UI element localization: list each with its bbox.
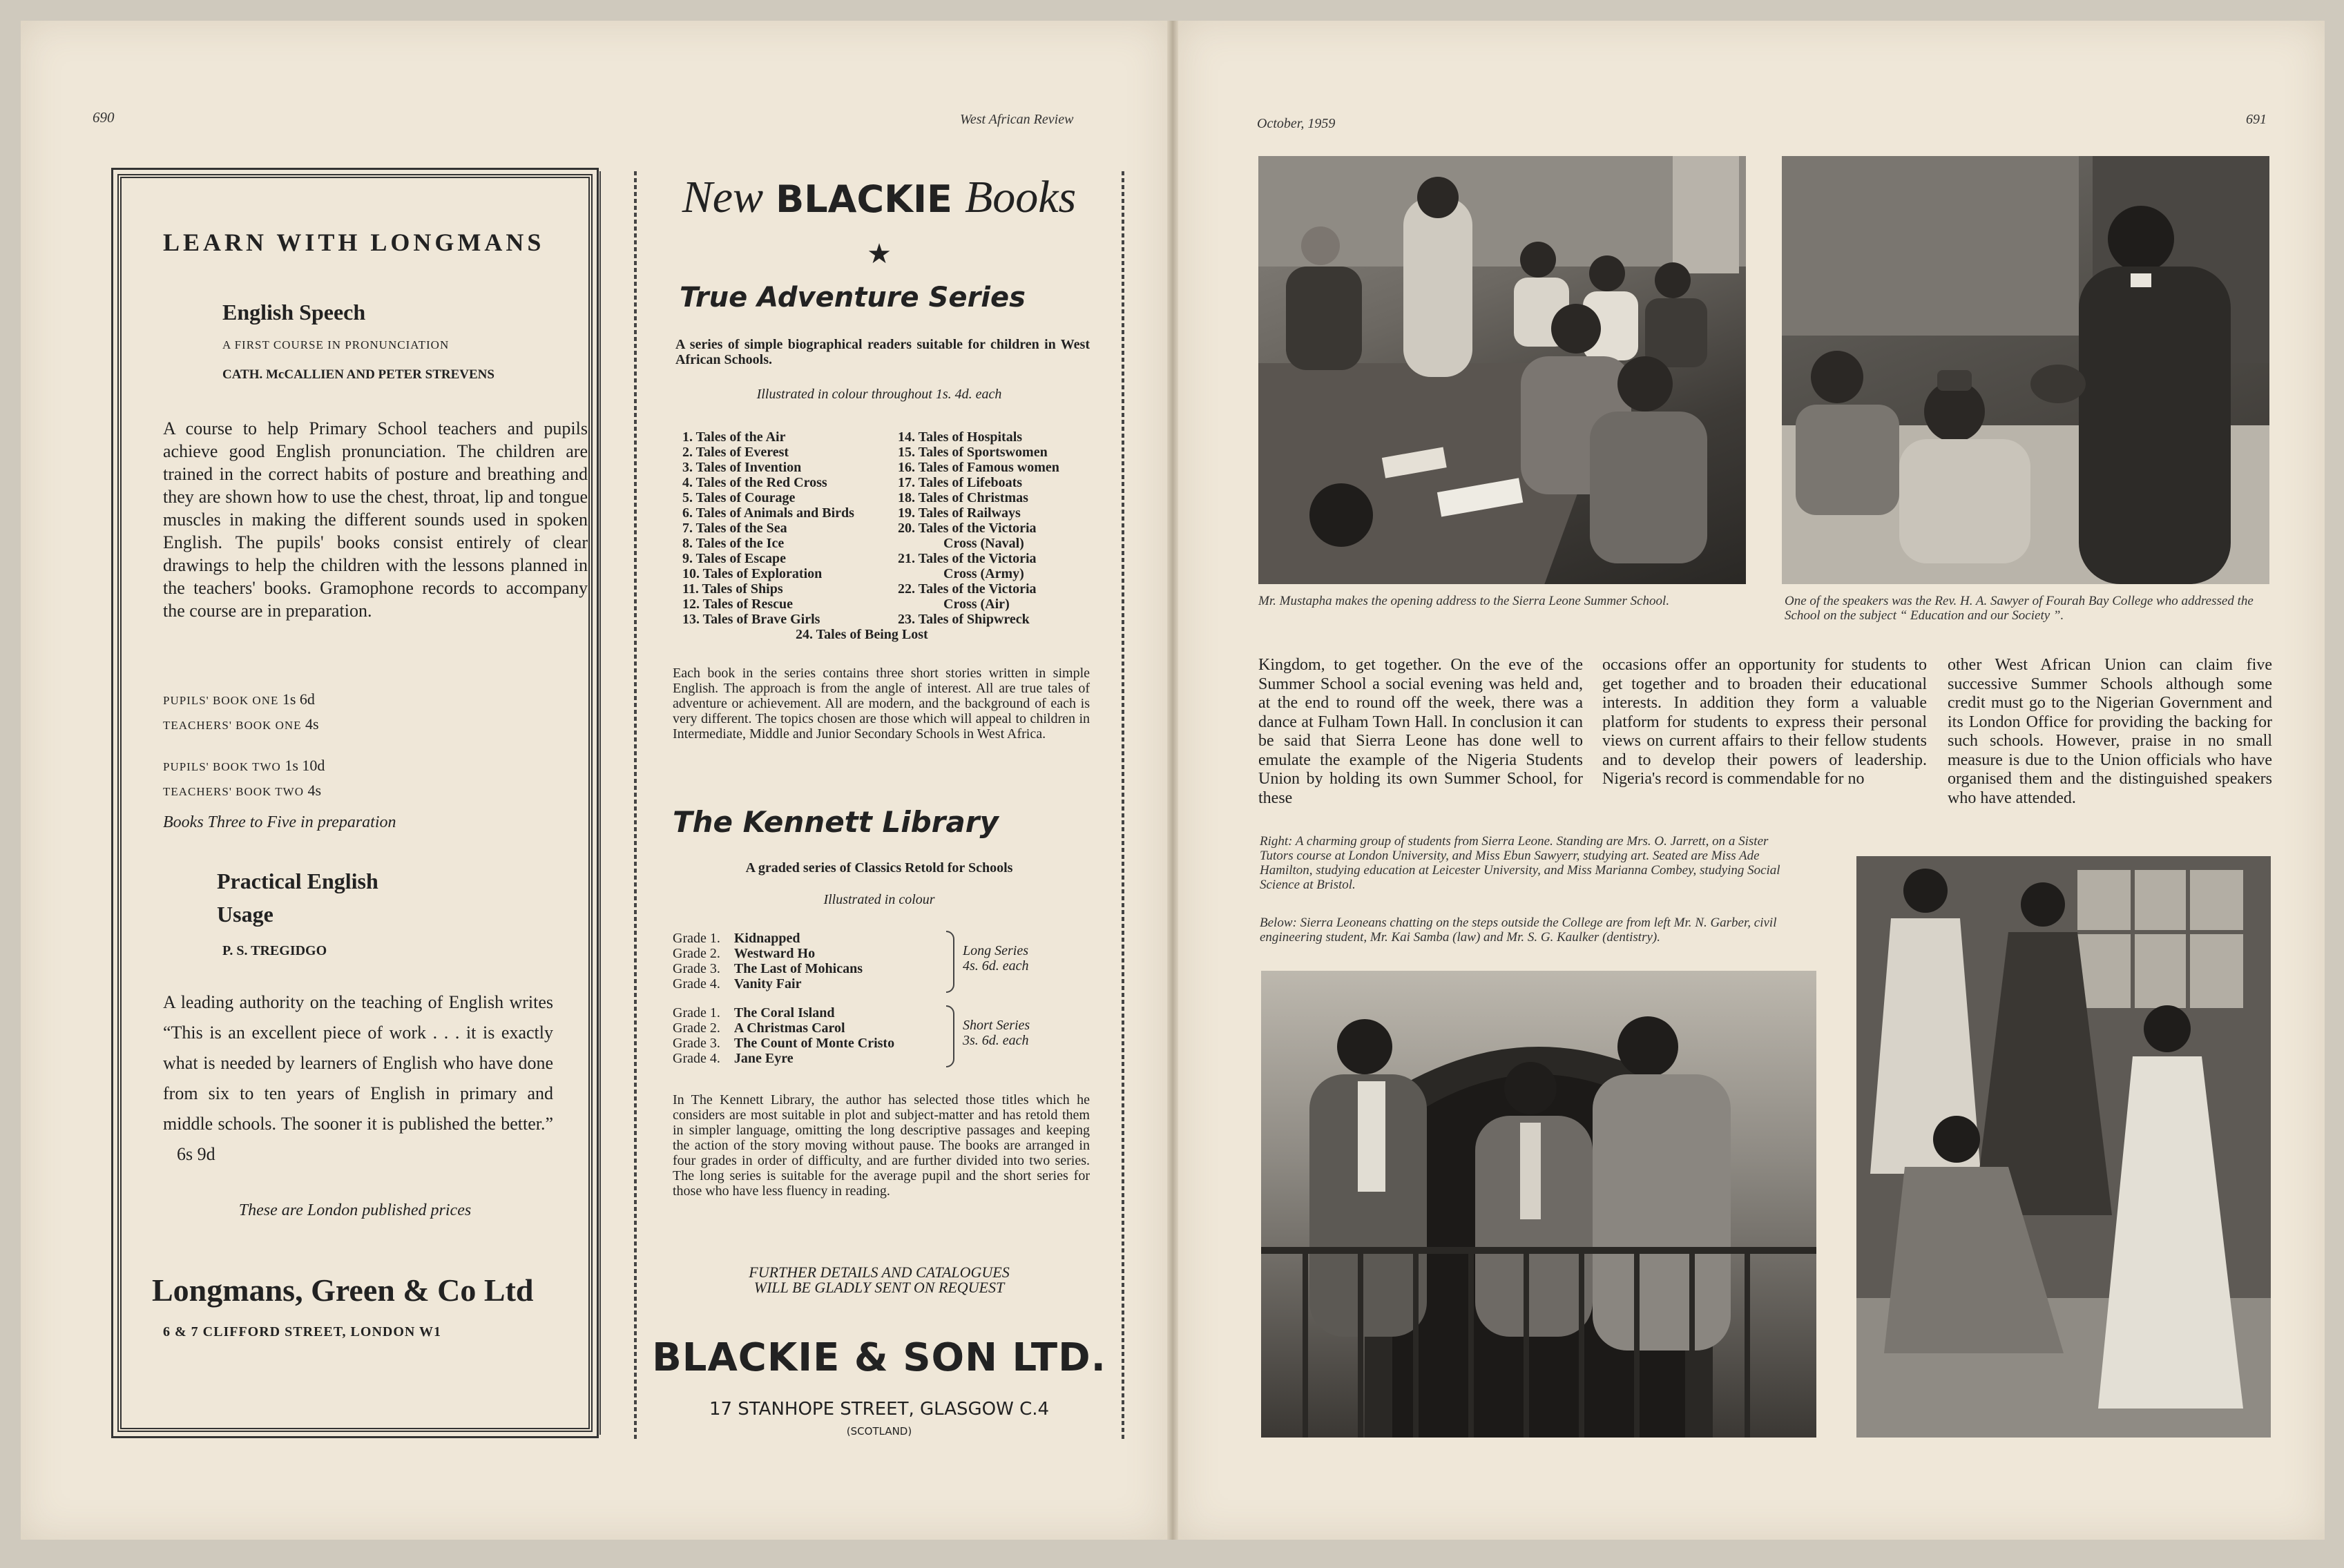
practical-english-description: A leading authority on the teaching of English writes “This is an excellent piece of work . . . it is exactly what is needed by learners of English who have done from six to ten years of English in primary and middle schools. The sooner it is published the better.” 6s 9d <box>163 992 553 1164</box>
price-row: PUPILS' BOOK TWO 1s 10d <box>163 757 325 774</box>
list-item: 3. Tales of Invention <box>682 460 802 475</box>
photo-students-steps <box>1261 971 1816 1438</box>
list-item: Cross (Army) <box>943 566 1024 581</box>
list-item: 23. Tales of Shipwreck <box>898 612 1030 627</box>
list-item: Cross (Air) <box>943 597 1010 612</box>
longmans-address: 6 & 7 CLIFFORD STREET, LONDON W1 <box>163 1324 441 1339</box>
tales-last-item: 24. Tales of Being Lost <box>796 627 928 642</box>
dotted-border-right <box>1122 171 1124 1439</box>
kennett-paragraph: In The Kennett Library, the author has selected those titles which he considers are most suitable in plot and subject-matter and has retold them in simpler language, omitting the long descriptive passages and keeping the action of the story moving without pause. The books are arranged in four grades in order of difficulty, and are further divided into two series. The long series is suitable for the average pupil and the short series for those who have less fluency in reading. <box>673 1092 1090 1199</box>
longmans-advertisement <box>117 174 593 1432</box>
list-item: 8. Tales of the Ice <box>682 536 785 551</box>
list-item: 6. Tales of Animals and Birds <box>682 505 854 521</box>
book-title-practical-english-2: Usage <box>217 902 273 927</box>
price-row: TEACHERS' BOOK TWO 4s <box>163 782 322 799</box>
running-head: West African Review <box>960 112 1074 127</box>
short-series-list <box>673 1005 894 1066</box>
blackie-publisher: BLACKIE & SON LTD. <box>652 1335 1106 1380</box>
list-item: 5. Tales of Courage <box>682 490 796 505</box>
speaker-scene-illustration <box>1782 156 2269 584</box>
article-column-3: other West African Union can claim five successive Summer Schools although some credit must go to the Nigerian Government and its London Office for providing the backing for such schools. However, praise in no small measure is due to the Union officials who have organised them and the distinguished speakers who have attended. <box>1948 656 2272 807</box>
tales-list-left <box>682 429 854 627</box>
book2-author: P. S. TREGIDGO <box>222 943 327 958</box>
tales-list-right <box>898 429 1059 627</box>
photo-speaker <box>1782 156 2269 584</box>
english-speech-description: A course to help Primary School teachers and pupils achieve good English pronunciation. The children are trained in the correct habits of posture and breathing and they are shown how to use the chest, throat, lip and tongue muscles in making the different sounds used in spoken English. The pupils' books consist entirely of clear drawings to help the children with the lessons planned in the teachers' books. Gramophone records to accompany the course are in preparation. <box>163 418 588 621</box>
book2-price: 6s 9d <box>177 1144 215 1164</box>
page-number-left: 690 <box>93 109 115 126</box>
list-item: Grade 3. The Count of Monte Cristo <box>673 1036 895 1051</box>
price-row: TEACHERS' BOOK ONE 4s <box>163 715 319 733</box>
prices-note: These are London published prices <box>238 1201 472 1219</box>
list-item: 21. Tales of the Victoria <box>898 551 1037 566</box>
photo-meeting <box>1258 156 1746 584</box>
list-item: 11. Tales of Ships <box>682 581 783 597</box>
list-item: 20. Tales of the Victoria <box>898 521 1037 536</box>
left-page <box>21 21 1167 1540</box>
caption-students-steps: Below: Sierra Leoneans chatting on the steps outside the College are from left Mr. N. Garber, civil engineering student, Mr. Kai Samba (law) and Mr. S. G. Kaulker (dentistry). <box>1260 916 1777 945</box>
steps-scene-illustration <box>1261 971 1816 1438</box>
caption-students-group: Right: A charming group of students from Sierra Leone. Standing are Mrs. O. Jarrett, on a Sister Tutors course at London University, and Miss Ebun Sawyerr, studying art. Seated are Miss Ade Hamilton, studying education at Leicester University, and Miss Marianna Combey, studying Social Science at Bristol. <box>1260 834 1780 892</box>
list-item: 10. Tales of Exploration <box>682 566 823 581</box>
list-item: 1. Tales of the Air <box>682 429 786 445</box>
brace-short <box>946 1005 954 1067</box>
blackie-address: 17 STANHOPE STREET, GLASGOW C.4 <box>709 1399 1050 1420</box>
meeting-scene-illustration <box>1258 156 1746 584</box>
list-item: 12. Tales of Rescue <box>682 597 793 612</box>
dotted-border-left <box>634 171 637 1439</box>
brace-long <box>946 931 954 993</box>
list-item: Grade 1. The Coral Island <box>673 1005 835 1020</box>
issue-date: October, 1959 <box>1257 116 1336 131</box>
list-item: 4. Tales of the Red Cross <box>682 475 827 490</box>
column-divider <box>599 171 601 1435</box>
list-item: Grade 3. The Last of Mohicans <box>673 961 863 976</box>
kennett-library-title: The Kennett Library <box>673 805 999 839</box>
star-icon: ★ <box>867 238 892 269</box>
price-row: PUPILS' BOOK ONE 1s 6d <box>163 690 315 708</box>
list-item: 16. Tales of Famous women <box>898 460 1059 475</box>
blackie-country: (SCOTLAND) <box>846 1425 912 1438</box>
caption-photo-meeting: Mr. Mustapha makes the opening address to the Sierra Leone Summer School. <box>1258 594 1670 608</box>
true-adventure-series-title: True Adventure Series <box>680 282 1026 313</box>
book-spine <box>1167 21 1178 1540</box>
list-item: 9. Tales of Escape <box>682 551 787 566</box>
blackie-advertisement <box>634 171 1124 1439</box>
caption-photo-speaker: One of the speakers was the Rev. H. A. Sawyer of Fourah Bay College who addressed the School on the subject “ Education and our Society ”. <box>1785 594 2254 623</box>
list-item: 17. Tales of Lifeboats <box>898 475 1023 490</box>
list-item: Grade 2. Westward Ho <box>673 946 816 961</box>
list-item: Grade 4. Jane Eyre <box>673 1051 794 1066</box>
list-item: Grade 1. Kidnapped <box>673 931 800 946</box>
list-item: 22. Tales of the Victoria <box>898 581 1037 597</box>
book-subtitle: A FIRST COURSE IN PRONUNCIATION <box>222 338 450 351</box>
list-item: 14. Tales of Hospitals <box>898 429 1023 445</box>
page-number-right: 691 <box>2246 112 2267 127</box>
list-item: 7. Tales of the Sea <box>682 521 787 536</box>
list-item: Grade 2. A Christmas Carol <box>673 1020 845 1036</box>
right-page <box>1178 21 2325 1540</box>
list-item: 19. Tales of Railways <box>898 505 1021 521</box>
list-item: 15. Tales of Sportswomen <box>898 445 1048 460</box>
book-title-english-speech: English Speech <box>222 300 366 325</box>
book-title-practical-english-1: Practical English <box>217 869 378 893</box>
list-item: 18. Tales of Christmas <box>898 490 1028 505</box>
further-details: FURTHER DETAILS AND CATALOGUES WILL BE GLADLY SENT ON REQUEST <box>749 1264 1010 1296</box>
longmans-title: LEARN WITH LONGMANS <box>163 229 545 256</box>
book-authors: CATH. McCALLIEN AND PETER STREVENS <box>222 367 494 382</box>
group-scene-illustration <box>1856 856 2271 1438</box>
photo-students-group <box>1856 856 2271 1438</box>
books-note: Books Three to Five in preparation <box>163 813 396 831</box>
list-item: Grade 4. Vanity Fair <box>673 976 802 991</box>
long-series-label: Long Series 4s. 6d. each <box>963 943 1029 974</box>
series-description: A series of simple biographical readers suitable for children in West African Schools. <box>675 337 1090 367</box>
short-series-label: Short Series 3s. 6d. each <box>963 1018 1030 1048</box>
list-item: 13. Tales of Brave Girls <box>682 612 820 627</box>
kennett-subtitle: A graded series of Classics Retold for Schools <box>745 860 1013 875</box>
series-paragraph: Each book in the series contains three short stories written in simple English. The approach is from the angle of interest. All are true tales of adventure or achievement. All are modern, and the background of each is very different. The topics chosen are those which will appeal to children in Intermediate, Middle and Junior Secondary Schools in West Africa. <box>673 666 1090 742</box>
long-series-list <box>673 931 863 991</box>
blackie-heading: New BLACKIE Books <box>682 172 1077 222</box>
kennett-illustrated: Illustrated in colour <box>823 892 935 907</box>
series-illustrated: Illustrated in colour throughout 1s. 4d. each <box>756 387 1002 402</box>
list-item: 2. Tales of Everest <box>682 445 789 460</box>
longmans-publisher: Longmans, Green & Co Ltd <box>152 1272 534 1308</box>
list-item: Cross (Naval) <box>943 536 1024 551</box>
article-column-2: occasions offer an opportunity for students to get together and to broaden their educational interests. In addition they form a valuable platform for students to express their personal views on current affairs to their fellow students and to develop their powers of leadership. Nigeria's record is commendable for no <box>1602 656 1927 788</box>
article-column-1: Kingdom, to get together. On the eve of the Summer School a social evening was held and, at the end to round off the week, there was a dance at Fulham Town Hall. In conclusion it can be said that Sierra Leone has done well to emulate the example of the Nigeria Students Union by holding its own Summer School, for these <box>1258 656 1583 807</box>
